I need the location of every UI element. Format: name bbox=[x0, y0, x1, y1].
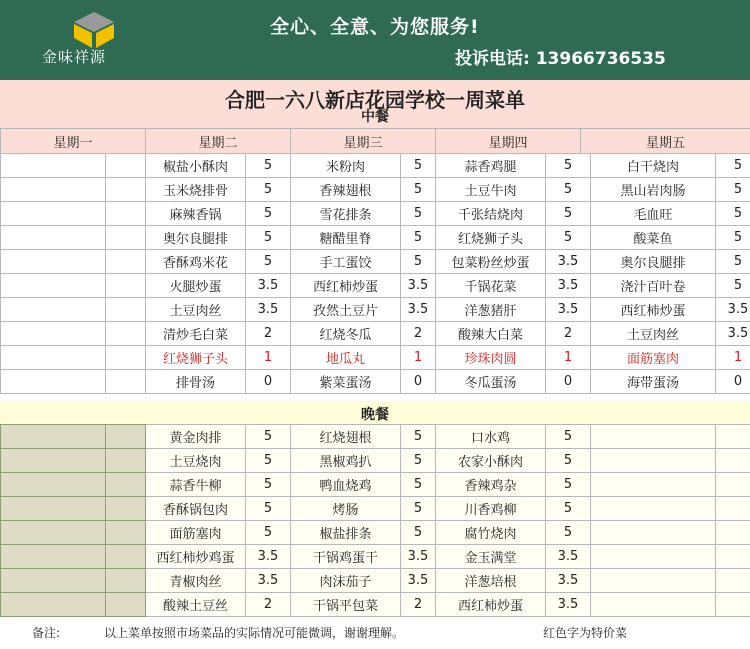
dish-name: 红烧冬瓜 bbox=[291, 322, 401, 346]
dish-price: 5 bbox=[546, 226, 591, 250]
dish-name: 椒盐小酥肉 bbox=[146, 154, 246, 178]
lunch-row bbox=[1, 226, 750, 250]
empty-price-cell bbox=[716, 425, 750, 449]
dish-price: 5 bbox=[401, 178, 436, 202]
empty-dish-cell bbox=[1, 473, 106, 497]
dish-price: 5 bbox=[546, 497, 591, 521]
empty-dish-cell bbox=[1, 370, 106, 394]
dish-price: 3.5 bbox=[546, 569, 591, 593]
dish-price: 3.5 bbox=[246, 274, 291, 298]
dish-price: 5 bbox=[716, 250, 750, 274]
empty-price-cell bbox=[106, 322, 146, 346]
special-legend: 红色字为特价菜 bbox=[543, 626, 628, 640]
dish-price: 5 bbox=[716, 226, 750, 250]
empty-price-cell bbox=[106, 593, 146, 617]
dinner-row bbox=[1, 545, 750, 569]
dish-name: 干锅鸡蛋干 bbox=[291, 545, 401, 569]
dish-price: 5 bbox=[401, 425, 436, 449]
dish-name: 清炒毛白菜 bbox=[146, 322, 246, 346]
dish-price: 2 bbox=[546, 322, 591, 346]
empty-price-cell bbox=[716, 569, 750, 593]
dish-name: 土豆肉丝 bbox=[591, 322, 716, 346]
dish-name: 肉沫茄子 bbox=[291, 569, 401, 593]
lunch-table bbox=[0, 153, 750, 394]
empty-price-cell bbox=[106, 449, 146, 473]
menu-title: 合肥一六八新店花园学校一周菜单 bbox=[225, 88, 525, 112]
empty-price-cell bbox=[106, 298, 146, 322]
dish-price: 5 bbox=[246, 497, 291, 521]
empty-price-cell bbox=[716, 521, 750, 545]
empty-price-cell bbox=[106, 202, 146, 226]
note-label: 备注: bbox=[32, 626, 61, 640]
dish-name: 麻辣香锅 bbox=[146, 202, 246, 226]
dish-price: 3.5 bbox=[401, 298, 436, 322]
dish-name: 金玉满堂 bbox=[436, 545, 546, 569]
dish-price: 3.5 bbox=[246, 569, 291, 593]
dish-price: 5 bbox=[246, 473, 291, 497]
dinner-row bbox=[1, 569, 750, 593]
dinner-row bbox=[1, 425, 750, 449]
weekday-5: 星期五 bbox=[581, 129, 750, 154]
dish-name: 黄金肉排 bbox=[146, 425, 246, 449]
dish-name: 红烧狮子头 bbox=[146, 346, 246, 370]
empty-dish-cell bbox=[1, 274, 106, 298]
dish-name: 黑山岩肉肠 bbox=[591, 178, 716, 202]
dish-name: 西红柿炒蛋 bbox=[591, 298, 716, 322]
dish-price: 5 bbox=[716, 202, 750, 226]
lunch-row bbox=[1, 370, 750, 394]
empty-price-cell bbox=[716, 497, 750, 521]
empty-dish-cell bbox=[591, 569, 716, 593]
dish-name: 口水鸡 bbox=[436, 425, 546, 449]
empty-price-cell bbox=[106, 569, 146, 593]
dish-price: 3.5 bbox=[546, 274, 591, 298]
dish-name: 蒜香牛柳 bbox=[146, 473, 246, 497]
dish-name: 冬瓜蛋汤 bbox=[436, 370, 546, 394]
dish-name: 川香鸡柳 bbox=[436, 497, 546, 521]
dish-name: 白干烧肉 bbox=[591, 154, 716, 178]
empty-dish-cell bbox=[1, 425, 106, 449]
complaint-hotline: 投诉电话: 13966736535 bbox=[455, 49, 666, 69]
dish-name: 土豆牛肉 bbox=[436, 178, 546, 202]
dinner-row bbox=[1, 593, 750, 617]
empty-dish-cell bbox=[1, 202, 106, 226]
dish-price: 5 bbox=[401, 250, 436, 274]
dish-name: 酸菜鱼 bbox=[591, 226, 716, 250]
dish-price: 5 bbox=[546, 154, 591, 178]
empty-dish-cell bbox=[591, 593, 716, 617]
dish-name: 土豆肉丝 bbox=[146, 298, 246, 322]
dish-price: 1 bbox=[401, 346, 436, 370]
empty-dish-cell bbox=[1, 298, 106, 322]
dish-name: 包菜粉丝炒蛋 bbox=[436, 250, 546, 274]
dinner-row bbox=[1, 497, 750, 521]
dish-price: 3.5 bbox=[546, 545, 591, 569]
empty-price-cell bbox=[106, 250, 146, 274]
empty-price-cell bbox=[106, 370, 146, 394]
empty-dish-cell bbox=[591, 521, 716, 545]
empty-dish-cell bbox=[1, 346, 106, 370]
dish-price: 5 bbox=[401, 473, 436, 497]
dish-price: 2 bbox=[401, 593, 436, 617]
dish-price: 3.5 bbox=[246, 298, 291, 322]
empty-price-cell bbox=[716, 593, 750, 617]
dish-price: 3.5 bbox=[401, 274, 436, 298]
note-text: 以上菜单按照市场菜品的实际情况可能微调，谢谢理解。 bbox=[104, 626, 405, 640]
dish-price: 5 bbox=[401, 521, 436, 545]
empty-dish-cell bbox=[1, 593, 106, 617]
empty-price-cell bbox=[106, 346, 146, 370]
dish-price: 5 bbox=[246, 202, 291, 226]
weekday-3: 星期三 bbox=[291, 129, 436, 154]
dish-name: 手工蛋饺 bbox=[291, 250, 401, 274]
dish-name: 黑椒鸡扒 bbox=[291, 449, 401, 473]
dish-name: 海带蛋汤 bbox=[591, 370, 716, 394]
empty-dish-cell bbox=[1, 449, 106, 473]
dish-name: 干锅平包菜 bbox=[291, 593, 401, 617]
dish-name: 珍珠肉圆 bbox=[436, 346, 546, 370]
dish-price: 3.5 bbox=[716, 322, 750, 346]
weekday-1: 星期一 bbox=[1, 129, 146, 154]
dish-price: 5 bbox=[401, 497, 436, 521]
dish-price: 3.5 bbox=[546, 250, 591, 274]
empty-price-cell bbox=[106, 545, 146, 569]
dish-name: 奥尔良腿排 bbox=[146, 226, 246, 250]
dish-name: 浇汁百叶卷 bbox=[591, 274, 716, 298]
dinner-table bbox=[0, 424, 750, 617]
dish-name: 洋葱猪肝 bbox=[436, 298, 546, 322]
dish-name: 孜然土豆片 bbox=[291, 298, 401, 322]
dish-price: 1 bbox=[246, 346, 291, 370]
dish-price: 3.5 bbox=[716, 298, 750, 322]
dish-name: 酸辣大白菜 bbox=[436, 322, 546, 346]
dish-name: 青椒肉丝 bbox=[146, 569, 246, 593]
dinner-label: 晚餐 bbox=[361, 407, 389, 423]
dish-name: 洋葱培根 bbox=[436, 569, 546, 593]
empty-dish-cell bbox=[1, 521, 106, 545]
dish-price: 5 bbox=[716, 154, 750, 178]
empty-dish-cell bbox=[1, 250, 106, 274]
dish-price: 0 bbox=[246, 370, 291, 394]
dish-name: 千锅花菜 bbox=[436, 274, 546, 298]
dish-price: 5 bbox=[546, 449, 591, 473]
dish-price: 5 bbox=[246, 521, 291, 545]
dinner-row bbox=[1, 521, 750, 545]
dish-name: 香辣鸡杂 bbox=[436, 473, 546, 497]
dish-price: 3.5 bbox=[546, 298, 591, 322]
empty-dish-cell bbox=[591, 449, 716, 473]
dish-price: 3.5 bbox=[546, 593, 591, 617]
dinner-row bbox=[1, 449, 750, 473]
dish-name: 西红柿炒鸡蛋 bbox=[146, 545, 246, 569]
lunch-row bbox=[1, 202, 750, 226]
dish-price: 3.5 bbox=[246, 545, 291, 569]
dish-name: 千张结烧肉 bbox=[436, 202, 546, 226]
dish-name: 奥尔良腿排 bbox=[591, 250, 716, 274]
dish-name: 糖醋里脊 bbox=[291, 226, 401, 250]
empty-dish-cell bbox=[591, 497, 716, 521]
weekday-header-row bbox=[0, 128, 750, 154]
dish-name: 面筋塞肉 bbox=[146, 521, 246, 545]
empty-dish-cell bbox=[1, 569, 106, 593]
dish-name: 紫菜蛋汤 bbox=[291, 370, 401, 394]
empty-dish-cell bbox=[1, 497, 106, 521]
dish-price: 5 bbox=[401, 449, 436, 473]
empty-dish-cell bbox=[591, 425, 716, 449]
dish-name: 香辣翅根 bbox=[291, 178, 401, 202]
empty-price-cell bbox=[106, 178, 146, 202]
dish-price: 5 bbox=[246, 250, 291, 274]
empty-dish-cell bbox=[1, 322, 106, 346]
dish-price: 5 bbox=[716, 274, 750, 298]
lunch-row bbox=[1, 274, 750, 298]
dish-price: 5 bbox=[246, 178, 291, 202]
empty-dish-cell bbox=[1, 178, 106, 202]
dish-price: 5 bbox=[546, 425, 591, 449]
lunch-label: 中餐 bbox=[361, 109, 389, 125]
dish-name: 土豆烧肉 bbox=[146, 449, 246, 473]
footer bbox=[0, 618, 750, 649]
dish-price: 5 bbox=[401, 202, 436, 226]
dish-name: 面筋塞肉 bbox=[591, 346, 716, 370]
dish-name: 米粉肉 bbox=[291, 154, 401, 178]
lunch-row bbox=[1, 178, 750, 202]
lunch-row bbox=[1, 154, 750, 178]
slogan: 全心、全意、为您服务! bbox=[270, 16, 480, 38]
dish-name: 西红柿炒蛋 bbox=[436, 593, 546, 617]
dish-name: 鸭血烧鸡 bbox=[291, 473, 401, 497]
dish-name: 香酥鸡米花 bbox=[146, 250, 246, 274]
dish-price: 5 bbox=[401, 226, 436, 250]
dish-name: 玉米烧排骨 bbox=[146, 178, 246, 202]
dish-name: 烤肠 bbox=[291, 497, 401, 521]
dish-name: 酸辣土豆丝 bbox=[146, 593, 246, 617]
dish-price: 5 bbox=[246, 425, 291, 449]
empty-price-cell bbox=[106, 521, 146, 545]
empty-dish-cell bbox=[591, 473, 716, 497]
dish-name: 红烧翅根 bbox=[291, 425, 401, 449]
dish-name: 红烧狮子头 bbox=[436, 226, 546, 250]
empty-dish-cell bbox=[591, 545, 716, 569]
dish-price: 5 bbox=[546, 178, 591, 202]
dish-price: 2 bbox=[246, 593, 291, 617]
dish-price: 5 bbox=[246, 226, 291, 250]
empty-price-cell bbox=[716, 545, 750, 569]
dish-price: 0 bbox=[716, 370, 750, 394]
empty-price-cell bbox=[106, 226, 146, 250]
dish-price: 3.5 bbox=[401, 545, 436, 569]
empty-price-cell bbox=[106, 274, 146, 298]
dish-name: 火腿炒蛋 bbox=[146, 274, 246, 298]
dish-name: 椒盐排条 bbox=[291, 521, 401, 545]
dinner-row bbox=[1, 473, 750, 497]
weekday-2: 星期二 bbox=[146, 129, 291, 154]
dish-price: 3.5 bbox=[401, 569, 436, 593]
dish-price: 1 bbox=[546, 346, 591, 370]
empty-dish-cell bbox=[1, 226, 106, 250]
empty-price-cell bbox=[106, 425, 146, 449]
dish-price: 1 bbox=[716, 346, 750, 370]
dish-price: 5 bbox=[401, 154, 436, 178]
dish-name: 蒜香鸡腿 bbox=[436, 154, 546, 178]
weekday-row bbox=[1, 129, 750, 154]
dish-price: 5 bbox=[716, 178, 750, 202]
brand-logo-icon bbox=[68, 10, 120, 50]
empty-dish-cell bbox=[1, 545, 106, 569]
dish-name: 西红柿炒蛋 bbox=[291, 274, 401, 298]
dish-name: 农家小酥肉 bbox=[436, 449, 546, 473]
dish-price: 2 bbox=[401, 322, 436, 346]
empty-price-cell bbox=[716, 449, 750, 473]
empty-price-cell bbox=[106, 473, 146, 497]
empty-price-cell bbox=[106, 154, 146, 178]
dish-name: 腐竹烧肉 bbox=[436, 521, 546, 545]
weekday-4: 星期四 bbox=[436, 129, 581, 154]
dish-price: 5 bbox=[546, 521, 591, 545]
dish-price: 5 bbox=[246, 449, 291, 473]
dish-price: 5 bbox=[246, 154, 291, 178]
lunch-row bbox=[1, 322, 750, 346]
empty-price-cell bbox=[106, 497, 146, 521]
dish-price: 0 bbox=[546, 370, 591, 394]
dish-name: 雪花排条 bbox=[291, 202, 401, 226]
dish-price: 0 bbox=[401, 370, 436, 394]
dish-price: 5 bbox=[546, 202, 591, 226]
empty-price-cell bbox=[716, 473, 750, 497]
dish-price: 2 bbox=[246, 322, 291, 346]
header-banner bbox=[0, 0, 750, 80]
lunch-row bbox=[1, 298, 750, 322]
empty-dish-cell bbox=[1, 154, 106, 178]
dish-name: 地瓜丸 bbox=[291, 346, 401, 370]
dish-name: 毛血旺 bbox=[591, 202, 716, 226]
lunch-row bbox=[1, 346, 750, 370]
lunch-row bbox=[1, 250, 750, 274]
dish-name: 香酥锅包肉 bbox=[146, 497, 246, 521]
brand-name: 金味祥源 bbox=[42, 48, 107, 66]
dish-price: 5 bbox=[546, 473, 591, 497]
dish-name: 排骨汤 bbox=[146, 370, 246, 394]
